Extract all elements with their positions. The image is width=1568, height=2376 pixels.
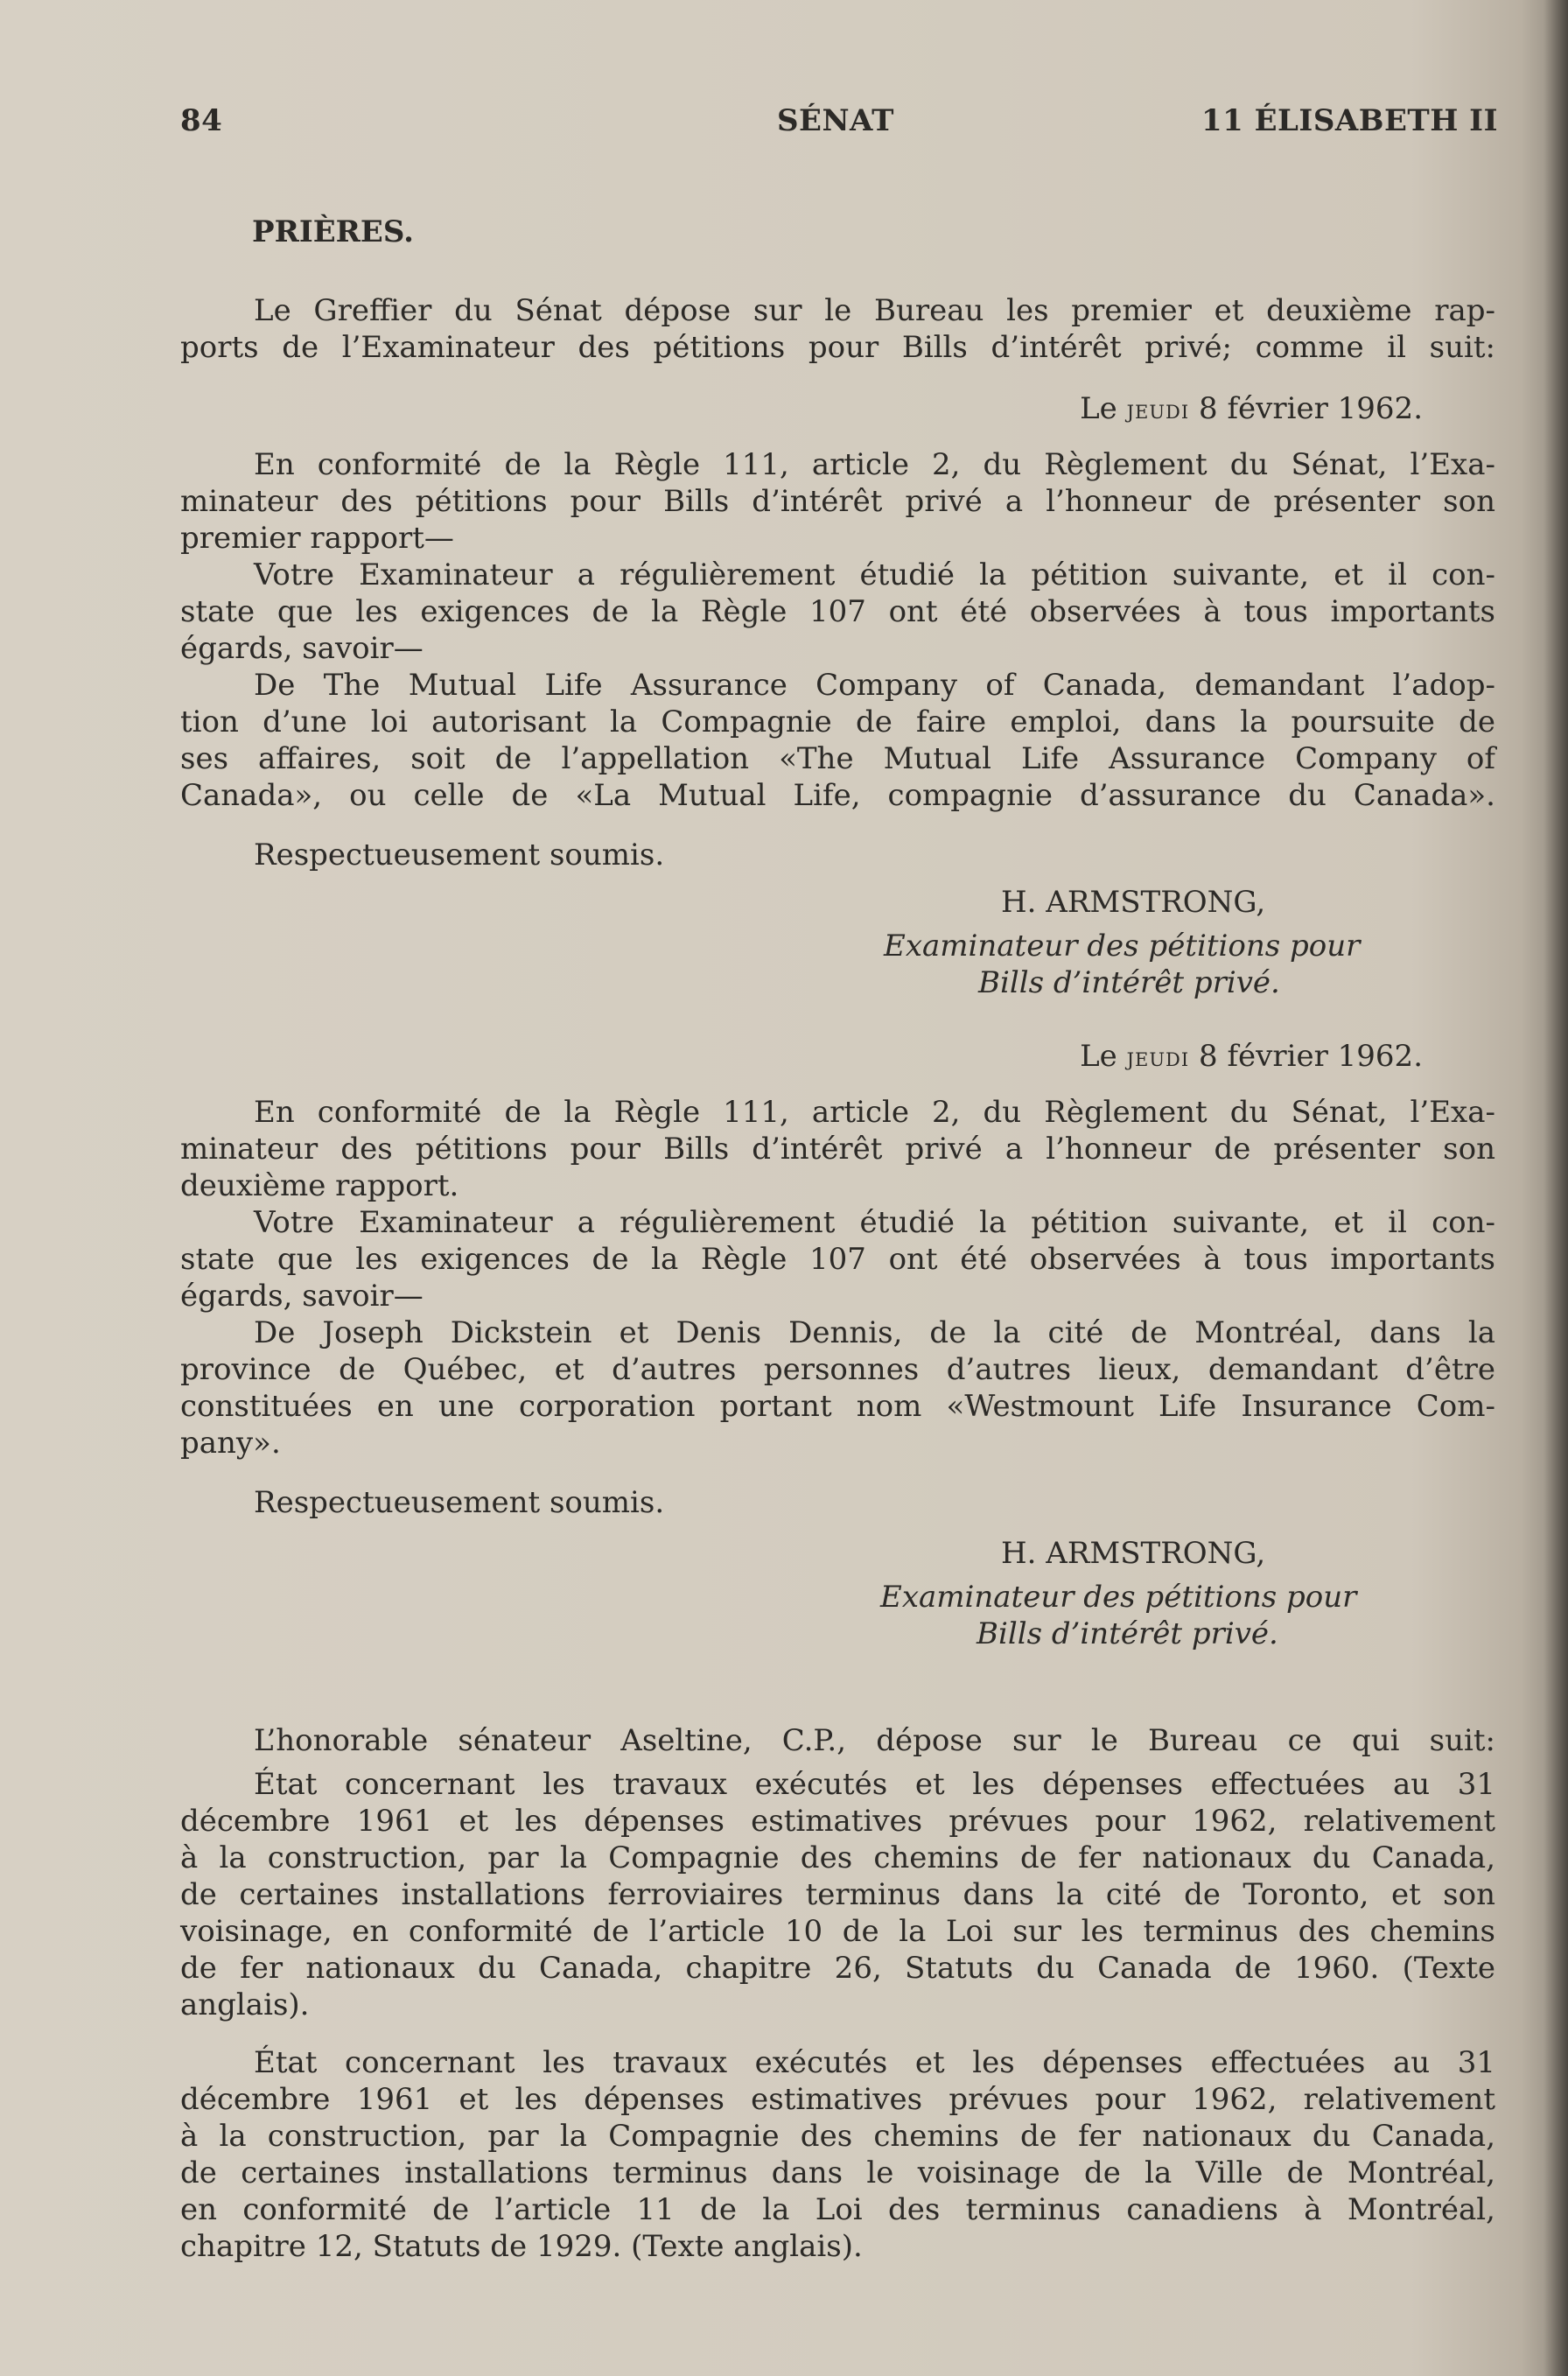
clerk-paragraph-line: ports de l’Examinateur des pétitions pour Bills d’intérêt privé; comme il suit:	[180, 330, 1495, 365]
report-2-date: Le jeudi 8 février 1962.	[1080, 1039, 1423, 1074]
page-number: 84	[180, 103, 223, 138]
report-1-line: Canada», ou celle de «La Mutual Life, compagnie d’assurance du Canada».	[180, 778, 1495, 813]
statement-1-line: État concernant les travaux exécutés et les dépenses effectuées au 31	[254, 1767, 1495, 1802]
statement-2-line: décembre 1961 et les dépenses estimatives prévues pour 1962, relativement	[180, 2082, 1495, 2117]
statement-2-line: à la construction, par la Compagnie des chemins de fer nationaux du Canada,	[180, 2119, 1495, 2154]
report-2-line: De Joseph Dickstein et Denis Dennis, de la cité de Montréal, dans la	[254, 1315, 1495, 1350]
report-1-line: égards, savoir—	[180, 631, 424, 666]
clerk-paragraph-line: Le Greffier du Sénat dépose sur le Bureau les premier et deuxième rap-	[254, 293, 1495, 328]
header-regnal-year: 11 ÉLISABETH II	[1200, 103, 1498, 138]
report-1-closing: Respectueusement soumis.	[254, 838, 665, 873]
report-2-line: state que les exigences de la Règle 107 ont été observées à tous importants	[180, 1242, 1495, 1277]
report-1-signer-title: Bills d’intérêt privé.	[978, 965, 1280, 1000]
report-2-line: deuxième rapport.	[180, 1168, 459, 1203]
report-1-date: Le jeudi 8 février 1962.	[1080, 391, 1423, 426]
report-1-line: En conformité de la Règle 111, article 2, du Règlement du Sénat, l’Exa-	[254, 447, 1495, 482]
report-1-line: ses affaires, soit de l’appellation «The Mutual Life Assurance Company of	[180, 741, 1495, 776]
page-binding-edge	[1544, 0, 1568, 2376]
report-2-signer: H. ARMSTRONG,	[1001, 1536, 1266, 1571]
report-2-line: En conformité de la Règle 111, article 2, du Règlement du Sénat, l’Exa-	[254, 1095, 1495, 1130]
report-1-signer: H. ARMSTRONG,	[1001, 885, 1266, 920]
statement-1-line: anglais).	[180, 1987, 310, 2022]
statement-1-line: de certaines installations ferroviaires terminus dans la cité de Toronto, et son	[180, 1877, 1495, 1912]
statement-2-line: de certaines installations terminus dans le voisinage de la Ville de Montréal,	[180, 2155, 1495, 2190]
statement-2-line: État concernant les travaux exécutés et les dépenses effectuées au 31	[254, 2045, 1495, 2080]
statement-2-line: en conformité de l’article 11 de la Loi des terminus canadiens à Montréal,	[180, 2192, 1495, 2227]
report-2-line: province de Québec, et d’autres personnes d’autres lieux, demandant d’être	[180, 1352, 1495, 1387]
report-1-line: state que les exigences de la Règle 107 ont été observées à tous importants	[180, 594, 1495, 629]
report-2-closing: Respectueusement soumis.	[254, 1485, 665, 1520]
statement-1-line: à la construction, par la Compagnie des chemins de fer nationaux du Canada,	[180, 1840, 1495, 1875]
report-1-signer-title: Examinateur des pétitions pour	[884, 929, 1361, 964]
statement-1-line: voisinage, en conformité de l’article 10 de la Loi sur les terminus des chemins	[180, 1914, 1495, 1949]
report-1-line: tion d’une loi autorisant la Compagnie de faire emploi, dans la poursuite de	[180, 704, 1495, 739]
aseltine-intro: L’honorable sénateur Aseltine, C.P., dépose sur le Bureau ce qui suit:	[254, 1723, 1495, 1758]
report-2-line: Votre Examinateur a régulièrement étudié la pétition suivante, et il con-	[254, 1205, 1495, 1240]
report-2-line: constituées en une corporation portant nom «Westmount Life Insurance Com-	[180, 1389, 1495, 1424]
report-1-line: De The Mutual Life Assurance Company of Canada, demandant l’adop-	[254, 668, 1495, 703]
report-2-line: minateur des pétitions pour Bills d’intérêt privé a l’honneur de présenter son	[180, 1132, 1495, 1167]
header-center-title: SÉNAT	[777, 103, 894, 138]
statement-1-line: de fer nationaux du Canada, chapitre 26, Statuts du Canada de 1960. (Texte	[180, 1951, 1495, 1986]
statement-1-line: décembre 1961 et les dépenses estimatives prévues pour 1962, relativement	[180, 1804, 1495, 1839]
report-2-line: pany».	[180, 1426, 281, 1461]
prayers-heading: PRIÈRES.	[252, 214, 414, 249]
report-2-line: égards, savoir—	[180, 1279, 424, 1314]
report-1-line: Votre Examinateur a régulièrement étudié la pétition suivante, et il con-	[254, 557, 1495, 592]
statement-2-line: chapitre 12, Statuts de 1929. (Texte anglais).	[180, 2229, 863, 2264]
report-2-signer-title: Examinateur des pétitions pour	[880, 1580, 1357, 1615]
report-1-line: premier rapport—	[180, 521, 454, 556]
report-1-line: minateur des pétitions pour Bills d’intérêt privé a l’honneur de présenter son	[180, 484, 1495, 519]
report-2-signer-title: Bills d’intérêt privé.	[976, 1616, 1278, 1651]
